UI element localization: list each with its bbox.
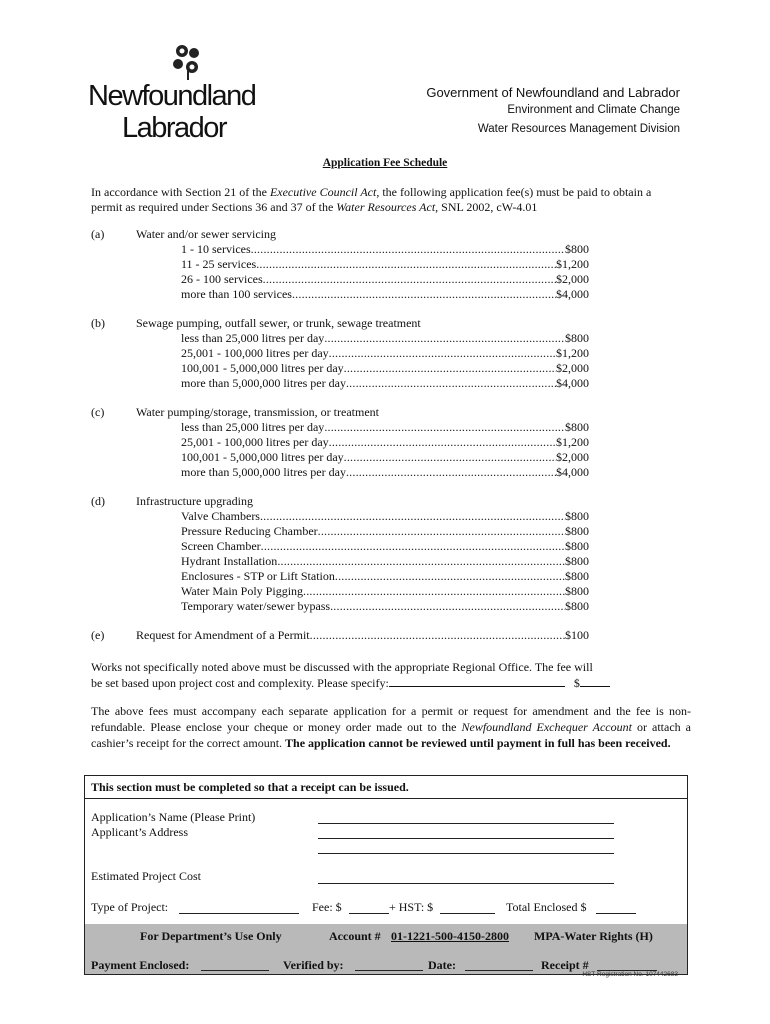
address-field-2[interactable]	[318, 853, 614, 854]
fee-label: Fee: $	[312, 900, 342, 914]
type-label: Type of Project:	[91, 900, 169, 914]
dot-leader	[292, 287, 556, 302]
verified-by-label: Verified by:	[283, 958, 344, 972]
dot-leader	[324, 420, 565, 435]
fee-label: Water Main Poly Pigging	[181, 584, 304, 598]
fee-label: 11 - 25 services	[181, 257, 257, 271]
fee-label: Request for Amendment of a Permit	[136, 628, 310, 642]
fee-amount: $100	[565, 628, 589, 642]
fee-row	[181, 420, 589, 435]
fee-amount: $800	[565, 509, 589, 523]
logo-text-labrador: Labrador	[122, 112, 227, 144]
dot-leader	[329, 435, 556, 450]
intro-text-3: , SNL 2002, cW-4.01	[435, 200, 538, 214]
division-name: Water Resources Management Division	[477, 123, 680, 135]
dot-leader	[335, 569, 565, 584]
fee-row	[181, 287, 589, 302]
dot-leader	[330, 599, 565, 614]
fee-amount: $1,200	[556, 346, 589, 360]
fee-row	[181, 554, 589, 569]
fee-row	[181, 257, 589, 272]
hst-label: + HST: $	[389, 900, 434, 914]
works-line-2-text: be set based upon project cost and complexity. Please specify:	[91, 676, 389, 690]
account-number: 01-1221-500-4150-2800	[391, 929, 509, 943]
fee-row	[181, 509, 589, 524]
payment-notice	[91, 703, 691, 751]
receipt-divider	[85, 798, 687, 799]
type-field[interactable]	[179, 913, 299, 914]
fee-amount: $1,200	[556, 257, 589, 271]
fee-label: more than 5,000,000 litres per day	[181, 376, 346, 390]
works-not-noted	[91, 659, 691, 691]
dot-leader	[324, 331, 565, 346]
fee-row	[181, 450, 589, 465]
fee-label: Valve Chambers	[181, 509, 260, 523]
fee-amount: $4,000	[556, 287, 589, 301]
receipt-section	[84, 775, 688, 975]
works-line-2	[91, 675, 691, 691]
cost-field[interactable]	[318, 883, 614, 884]
fee-row	[181, 465, 589, 480]
fee-label: Pressure Reducing Chamber	[181, 524, 318, 538]
fee-amount: $800	[565, 331, 589, 345]
date-label: Date:	[428, 958, 456, 972]
dot-leader	[256, 257, 556, 272]
fee-row	[181, 584, 589, 599]
water-resources-act: Water Resources Act	[336, 200, 436, 214]
payment-enclosed-field[interactable]	[201, 970, 269, 971]
section-letter: (d)	[91, 494, 105, 508]
dot-leader	[263, 272, 556, 287]
notice-text-1: The above fees must accompany each separate application for a permit or request for amendment and the fee is non-refundable. Please enclose your cheque or money order made out to the	[91, 704, 691, 734]
fee-row	[136, 628, 589, 643]
dot-leader	[251, 242, 565, 257]
hst-registration: HST Registration No. 107442683	[582, 971, 678, 978]
notice-text-2: or attach a cashier’s receipt for the correct amount.	[91, 720, 692, 750]
intro-paragraph	[91, 185, 683, 215]
receipt-heading: This section must be completed so that a receipt can be issued.	[91, 780, 409, 794]
mpa-water-rights: MPA-Water Rights (H)	[534, 929, 653, 943]
section-letter: (c)	[91, 405, 105, 419]
dot-leader	[310, 628, 565, 643]
name-label: Application’s Name (Please Print)	[91, 810, 256, 824]
works-line-1: Works not specifically noted above must be discussed with the appropriate Regional Office. The fee will	[91, 660, 593, 674]
fee-amount: $2,000	[556, 450, 589, 464]
fee-amount: $800	[565, 599, 589, 613]
address-label: Applicant’s Address	[91, 825, 188, 839]
address-field-1[interactable]	[318, 838, 614, 839]
fee-row	[181, 346, 589, 361]
fee-amount: $2,000	[556, 272, 589, 286]
fee-row	[181, 435, 589, 450]
section-heading: Sewage pumping, outfall sewer, or trunk, sewage treatment	[136, 316, 421, 330]
dot-leader	[318, 524, 565, 539]
specify-dollar: $	[573, 676, 580, 690]
fee-amount: $800	[565, 242, 589, 256]
intro-text-1: In accordance with Section 21 of the	[91, 185, 270, 199]
fee-row	[181, 539, 589, 554]
section-letter: (e)	[91, 628, 105, 642]
fee-row	[181, 569, 589, 584]
logo-text-newfoundland: Newfoundland	[88, 80, 256, 112]
verified-by-field[interactable]	[355, 970, 423, 971]
section-heading: Water and/or sewer servicing	[136, 227, 276, 241]
dot-leader	[303, 584, 565, 599]
fee-row	[181, 331, 589, 346]
notice-bold: The application cannot be reviewed until payment in full has been received.	[285, 736, 671, 750]
fee-field[interactable]	[349, 913, 389, 914]
fee-label: 25,001 - 100,000 litres per day	[181, 346, 329, 360]
total-field[interactable]	[596, 913, 636, 914]
dot-leader	[346, 376, 556, 391]
document-title: Application Fee Schedule	[322, 157, 448, 169]
specify-amount-field[interactable]	[580, 675, 610, 687]
fee-label: less than 25,000 litres per day	[181, 331, 325, 345]
fee-amount: $4,000	[556, 376, 589, 390]
receipt-number-label: Receipt #	[541, 958, 589, 972]
fee-label: more than 5,000,000 litres per day	[181, 465, 346, 479]
pitcher-plant-icon	[168, 44, 208, 80]
fee-label: more than 100 services	[181, 287, 292, 301]
dot-leader	[344, 361, 556, 376]
fee-amount: $4,000	[556, 465, 589, 479]
government-name: Government of Newfoundland and Labrador	[426, 85, 680, 100]
dot-leader	[344, 450, 556, 465]
fee-row	[181, 599, 589, 614]
section-letter: (b)	[91, 316, 105, 330]
fee-amount: $800	[565, 584, 589, 598]
fee-amount: $800	[565, 420, 589, 434]
fee-label: Hydrant Installation	[181, 554, 278, 568]
dot-leader	[261, 539, 565, 554]
fee-label: 26 - 100 services	[181, 272, 263, 286]
department-name: Environment and Climate Change	[507, 104, 680, 116]
fee-label: 100,001 - 5,000,000 litres per day	[181, 361, 344, 375]
fee-label: Temporary water/sewer bypass	[181, 599, 331, 613]
fee-label: Enclosures - STP or Lift Station	[181, 569, 335, 583]
fee-label: Screen Chamber	[181, 539, 261, 553]
dept-use-label: For Department’s Use Only	[140, 929, 282, 943]
newfoundland-labrador-logo	[88, 44, 278, 144]
fee-row	[181, 361, 589, 376]
specify-field[interactable]	[389, 675, 565, 687]
agency-header	[426, 85, 680, 139]
fee-label: less than 25,000 litres per day	[181, 420, 325, 434]
dot-leader	[329, 346, 556, 361]
section-heading: Water pumping/storage, transmission, or treatment	[136, 405, 379, 419]
fee-amount: $800	[565, 554, 589, 568]
dot-leader	[346, 465, 556, 480]
total-label: Total Enclosed $	[506, 900, 587, 914]
dot-leader	[260, 509, 565, 524]
hst-field[interactable]	[440, 913, 495, 914]
date-field[interactable]	[465, 970, 533, 971]
dot-leader	[277, 554, 565, 569]
fee-amount: $2,000	[556, 361, 589, 375]
fee-amount: $800	[565, 569, 589, 583]
fee-amount: $1,200	[556, 435, 589, 449]
payment-enclosed-label: Payment Enclosed:	[91, 958, 190, 972]
payee-name: Newfoundland Exchequer Account	[461, 720, 632, 734]
fee-label: 1 - 10 services	[181, 242, 251, 256]
section-letter: (a)	[91, 227, 105, 241]
name-field[interactable]	[318, 823, 614, 824]
cost-label: Estimated Project Cost	[91, 869, 201, 883]
fee-label: 25,001 - 100,000 litres per day	[181, 435, 329, 449]
executive-council-act: Executive Council Act	[269, 185, 377, 199]
department-use-band	[85, 924, 687, 974]
fee-row	[181, 272, 589, 287]
fee-amount: $800	[565, 524, 589, 538]
fee-row	[181, 242, 589, 257]
section-heading: Infrastructure upgrading	[136, 494, 253, 508]
fee-label: 100,001 - 5,000,000 litres per day	[181, 450, 344, 464]
fee-row	[181, 376, 589, 391]
fee-amount: $800	[565, 539, 589, 553]
fee-row	[181, 524, 589, 539]
intro-text-2: , the following application fee(s) must be paid to obtain a permit as required under Sections 36 and 37 of the	[91, 185, 652, 214]
account-label: Account #	[329, 929, 381, 943]
